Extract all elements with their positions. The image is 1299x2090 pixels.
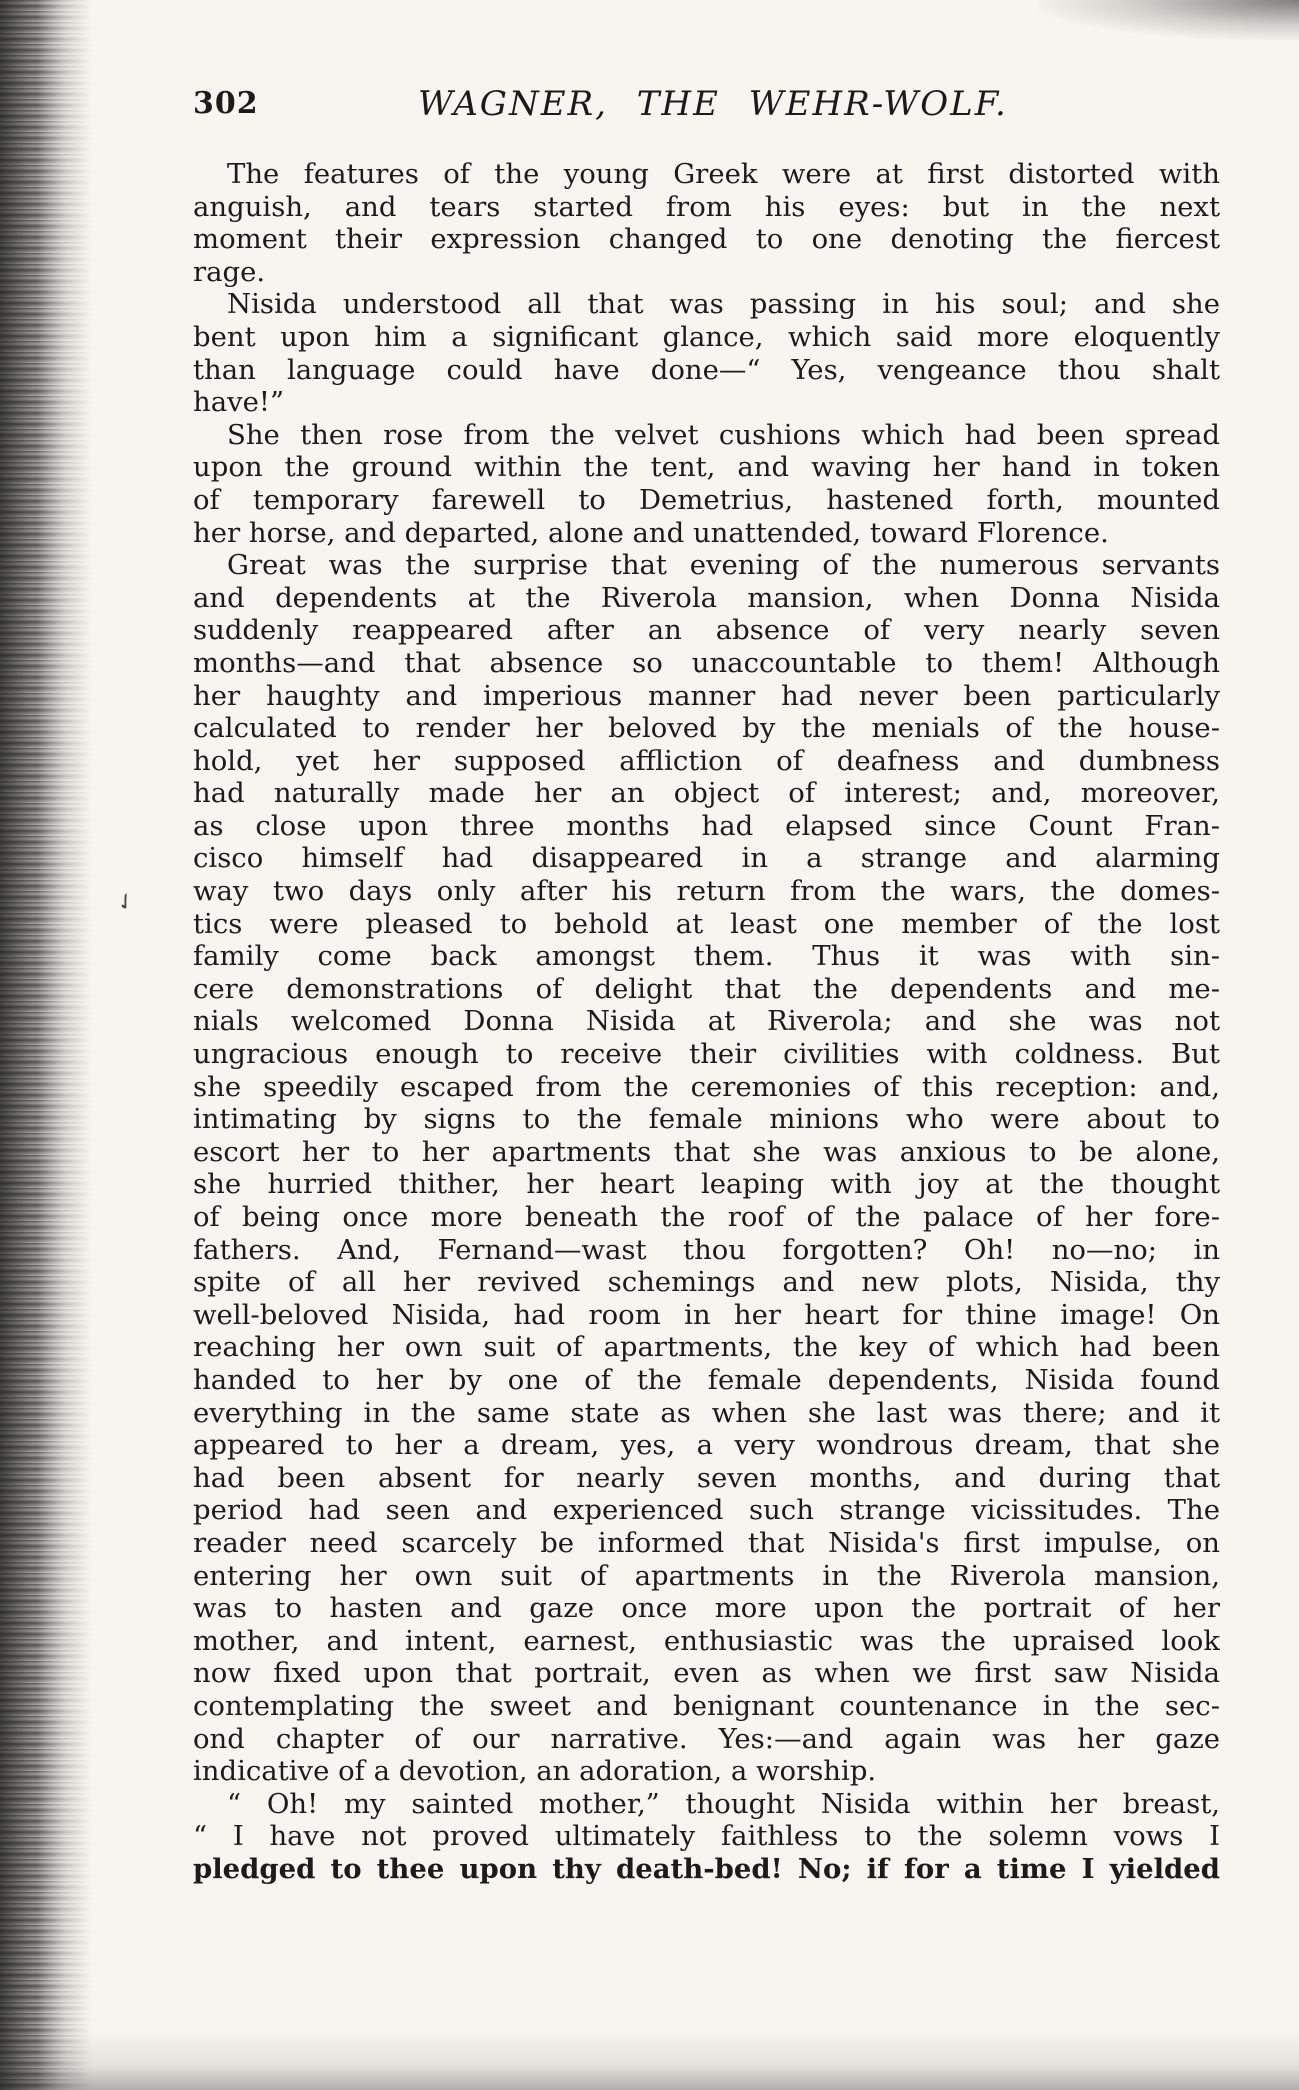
text-line: she hurried thither, her heart leaping with joy at the thought bbox=[193, 1168, 1220, 1201]
text-line: reaching her own suit of apartments, the key of which had been bbox=[193, 1331, 1220, 1364]
text-line: pledged to thee upon thy death-bed! No; if for a time I yielded bbox=[193, 1852, 1220, 1885]
text-line: way two days only after his return from the wars, the domes- bbox=[193, 875, 1220, 908]
text-line: of temporary farewell to Demetrius, hastened forth, mounted bbox=[193, 483, 1220, 516]
text-line: “ Oh! my sainted mother,” thought Nisida within her breast, bbox=[227, 1787, 1220, 1820]
text-line: family come back amongst them. Thus it was with sin- bbox=[193, 940, 1220, 973]
text-line: her horse, and departed, alone and unattended, toward Florence. bbox=[193, 516, 1109, 549]
body-text bbox=[193, 158, 1220, 1885]
text-line: upon the ground within the tent, and waving her hand in token bbox=[193, 451, 1220, 484]
text-line: had been absent for nearly seven months, and during that bbox=[193, 1461, 1220, 1494]
text-line: cere demonstrations of delight that the dependents and me- bbox=[193, 972, 1220, 1005]
text-line: hold, yet her supposed affliction of deafness and dumbness bbox=[193, 744, 1220, 777]
scan-edge-bottom bbox=[0, 2030, 1299, 2090]
text-line: had naturally made her an object of interest; and, moreover, bbox=[193, 777, 1220, 810]
text-line: intimating by signs to the female minions who were about to bbox=[193, 1103, 1220, 1136]
text-line: Great was the surprise that evening of the numerous servants bbox=[227, 549, 1220, 582]
text-line: have!” bbox=[193, 386, 285, 419]
text-line: The features of the young Greek were at first distorted with bbox=[227, 158, 1220, 190]
text-line: fathers. And, Fernand—wast thou forgotten? Oh! no—no; in bbox=[193, 1233, 1220, 1266]
text-line: indicative of a devotion, an adoration, a worship. bbox=[193, 1755, 877, 1788]
text-line: calculated to render her beloved by the menials of the house- bbox=[193, 712, 1220, 745]
text-line: entering her own suit of apartments in the Riverola mansion, bbox=[193, 1559, 1220, 1592]
text-line: mother, and intent, earnest, enthusiastic was the upraised look bbox=[193, 1624, 1220, 1657]
text-line: suddenly reappeared after an absence of very nearly seven bbox=[193, 614, 1220, 647]
text-line: anguish, and tears started from his eyes: but in the next bbox=[193, 190, 1220, 223]
page-number: 302 bbox=[193, 86, 259, 121]
text-line: handed to her by one of the female dependents, Nisida found bbox=[193, 1363, 1220, 1396]
scan-edge-left bbox=[0, 0, 92, 2090]
text-line: months—and that absence so unaccountable to them! Although bbox=[193, 646, 1220, 679]
text-line: was to hasten and gaze once more upon the portrait of her bbox=[193, 1592, 1220, 1625]
text-line: well-beloved Nisida, had room in her heart for thine image! On bbox=[193, 1298, 1220, 1331]
text-line: moment their expression changed to one denoting the fiercest bbox=[193, 223, 1220, 256]
text-line: spite of all her revived schemings and new plots, Nisida, thy bbox=[193, 1266, 1220, 1299]
text-line: her haughty and imperious manner had never been particularly bbox=[193, 679, 1220, 712]
text-line: escort her to her apartments that she was anxious to be alone, bbox=[193, 1135, 1220, 1168]
text-line: of being once more beneath the roof of the palace of her fore- bbox=[193, 1201, 1220, 1233]
text-line: now fixed upon that portrait, even as when we first saw Nisida bbox=[193, 1657, 1220, 1690]
scan-edge-top-right bbox=[1039, 0, 1299, 40]
text-line: tics were pleased to behold at least one member of the lost bbox=[193, 907, 1220, 940]
text-line: ungracious enough to receive their civilities with coldness. But bbox=[193, 1038, 1220, 1071]
text-line: contemplating the sweet and benignant countenance in the sec- bbox=[193, 1689, 1220, 1722]
text-line: “ I have not proved ultimately faithless to the solemn vows I bbox=[193, 1820, 1220, 1853]
text-line: she speedily escaped from the ceremonies of this reception: and, bbox=[193, 1070, 1220, 1103]
text-line: nials welcomed Donna Nisida at Riverola; and she was not bbox=[193, 1005, 1220, 1038]
margin-check-mark: ✓ bbox=[111, 886, 141, 919]
text-line: rage. bbox=[193, 255, 266, 288]
running-title: WAGNER, THE WEHR-WOLF. bbox=[418, 84, 1008, 124]
text-line: than language could have done—“ Yes, vengeance thou shalt bbox=[193, 353, 1220, 386]
text-line: bent upon him a significant glance, which said more eloquently bbox=[193, 320, 1220, 353]
running-head bbox=[193, 86, 1223, 134]
text-line: and dependents at the Riverola mansion, when Donna Nisida bbox=[193, 581, 1220, 614]
text-line: Nisida understood all that was passing in his soul; and she bbox=[227, 288, 1220, 321]
text-line: period had seen and experienced such strange vicissitudes. The bbox=[193, 1494, 1220, 1527]
text-line: reader need scarcely be informed that Nisida's first impulse, on bbox=[193, 1526, 1220, 1559]
text-line: as close upon three months had elapsed since Count Fran- bbox=[193, 809, 1220, 842]
text-line: appeared to her a dream, yes, a very wondrous dream, that she bbox=[193, 1429, 1220, 1462]
text-line: everything in the same state as when she last was there; and it bbox=[193, 1396, 1220, 1429]
text-line: ond chapter of our narrative. Yes:—and again was her gaze bbox=[193, 1722, 1220, 1755]
text-line: She then rose from the velvet cushions which had been spread bbox=[227, 418, 1220, 451]
text-line: cisco himself had disappeared in a strange and alarming bbox=[193, 842, 1220, 875]
